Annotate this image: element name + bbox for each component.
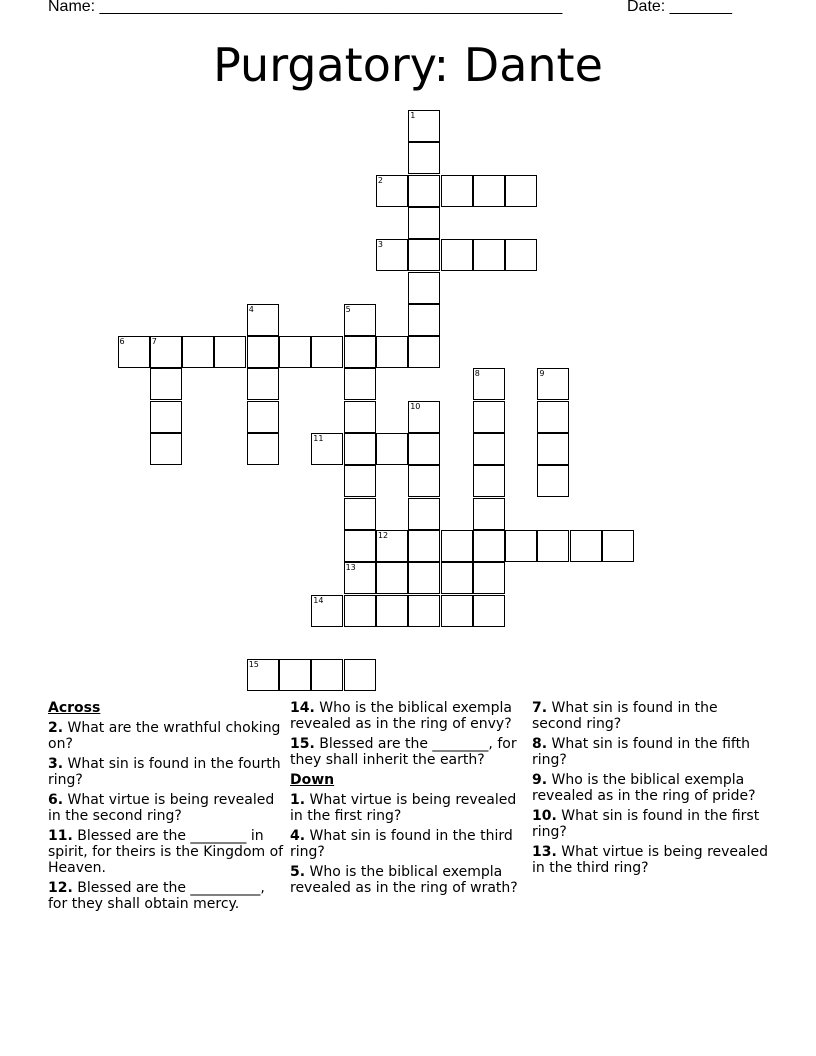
clue-text: Who is the biblical exempla revealed as in the ring of wrath? [290, 864, 518, 896]
clue-across-14 [290, 700, 530, 732]
cell-number: 9 [539, 369, 545, 379]
clue-number: 1. [290, 792, 306, 808]
across-heading: Across [48, 700, 101, 716]
cell-number: 13 [345, 563, 356, 573]
grid-cell[interactable] [408, 336, 440, 368]
grid-cell[interactable] [247, 336, 279, 368]
clue-text: What sin is found in the fifth ring? [532, 736, 750, 768]
down-heading: Down [290, 772, 335, 788]
cell-number: 14 [313, 595, 324, 605]
grid-cell[interactable] [344, 465, 376, 497]
clue-across-11 [48, 828, 288, 876]
grid-cell[interactable] [344, 304, 376, 336]
clue-text: Blessed are the ________ in spirit, for theirs is the Kingdom of Heaven. [48, 828, 284, 876]
cell-number: 2 [377, 175, 383, 185]
grid-cell[interactable] [247, 368, 279, 400]
grid-cell[interactable] [214, 336, 246, 368]
grid-cell[interactable] [408, 401, 440, 433]
grid-cell[interactable] [247, 401, 279, 433]
grid-cell[interactable] [537, 433, 569, 465]
page-title: Purgatory: Dante [213, 38, 603, 92]
grid-cell[interactable] [408, 595, 440, 627]
grid-cell[interactable] [441, 595, 473, 627]
grid-cell[interactable] [247, 659, 279, 691]
grid-cell[interactable] [376, 595, 408, 627]
grid-cell[interactable] [344, 659, 376, 691]
cell-number: 11 [313, 434, 324, 443]
clue-number: 9. [532, 772, 548, 788]
grid-cell[interactable] [408, 465, 440, 497]
clue-across-2 [48, 720, 288, 752]
clue-number: 2. [48, 720, 64, 736]
cell-number: 8 [474, 369, 480, 379]
clue-number: 4. [290, 828, 306, 844]
grid-cell[interactable] [408, 530, 440, 562]
grid-cell[interactable] [473, 401, 505, 433]
date-field[interactable]: Date: _______ [627, 0, 732, 15]
grid-cell[interactable] [279, 336, 311, 368]
clue-text: What sin is found in the second ring? [532, 700, 718, 732]
grid-cell[interactable] [570, 530, 602, 562]
clue-number: 7. [532, 700, 548, 716]
clues-column-2 [290, 700, 530, 900]
grid-cell[interactable] [441, 175, 473, 207]
grid-cell[interactable] [150, 336, 182, 368]
cell-number: 15 [248, 660, 259, 670]
grid-cell[interactable] [408, 498, 440, 530]
clue-number: 12. [48, 880, 73, 896]
clue-down-8 [532, 736, 772, 768]
grid-cell[interactable] [473, 498, 505, 530]
clue-text: What sin is found in the third ring? [290, 828, 513, 860]
grid-cell[interactable] [150, 401, 182, 433]
grid-cell[interactable] [441, 562, 473, 594]
grid-cell[interactable] [473, 433, 505, 465]
clue-text: What virtue is being revealed in the third ring? [532, 844, 769, 876]
clue-number: 11. [48, 828, 73, 844]
clue-down-9 [532, 772, 772, 804]
grid-cell[interactable] [505, 239, 537, 271]
grid-cell[interactable] [408, 433, 440, 465]
grid-cell[interactable] [473, 465, 505, 497]
clues-column-3 [532, 700, 772, 880]
grid-cell[interactable] [344, 368, 376, 400]
clue-number: 6. [48, 792, 64, 808]
grid-cell[interactable] [473, 595, 505, 627]
grid-cell[interactable] [311, 433, 343, 465]
grid-cell[interactable] [279, 659, 311, 691]
grid-cell[interactable] [344, 595, 376, 627]
cell-number: 5 [345, 304, 351, 314]
grid-cell[interactable] [408, 239, 440, 271]
grid-cell[interactable] [118, 336, 150, 368]
grid-cell[interactable] [537, 368, 569, 400]
grid-cell[interactable] [408, 175, 440, 207]
grid-cell[interactable] [473, 562, 505, 594]
grid-cell[interactable] [247, 433, 279, 465]
grid-cell[interactable] [408, 207, 440, 239]
grid-cell[interactable] [344, 433, 376, 465]
clue-number: 10. [532, 808, 557, 824]
grid-cell[interactable] [505, 175, 537, 207]
clue-across-12 [48, 880, 288, 912]
grid-cell[interactable] [344, 530, 376, 562]
grid-cell[interactable] [311, 659, 343, 691]
clue-down-10 [532, 808, 772, 840]
grid-cell[interactable] [376, 239, 408, 271]
grid-cell[interactable] [473, 239, 505, 271]
clue-text: Blessed are the __________, for they shall obtain mercy. [48, 880, 265, 912]
grid-cell[interactable] [537, 465, 569, 497]
clue-number: 5. [290, 864, 306, 880]
grid-cell[interactable] [473, 175, 505, 207]
clues-column-1 [48, 700, 288, 916]
grid-cell[interactable] [344, 498, 376, 530]
grid-cell[interactable] [473, 530, 505, 562]
clue-text: What virtue is being revealed in the first ring? [290, 792, 517, 824]
grid-cell[interactable] [311, 595, 343, 627]
grid-cell[interactable] [150, 433, 182, 465]
grid-cell[interactable] [537, 530, 569, 562]
clue-text: What virtue is being revealed in the second ring? [48, 792, 275, 824]
clue-number: 13. [532, 844, 557, 860]
clue-down-5 [290, 864, 530, 896]
grid-cell[interactable] [344, 401, 376, 433]
grid-cell[interactable] [408, 562, 440, 594]
clue-number: 3. [48, 756, 64, 772]
clue-down-7 [532, 700, 772, 732]
clue-text: What are the wrathful choking on? [48, 720, 281, 752]
clue-number: 15. [290, 736, 315, 752]
name-field[interactable]: Name: ____________________________________________________ [48, 0, 563, 15]
clue-text: Who is the biblical exempla revealed as in the ring of pride? [532, 772, 756, 804]
clue-across-6 [48, 792, 288, 824]
cell-number: 4 [248, 304, 254, 314]
cell-number: 3 [377, 240, 383, 250]
cell-number: 7 [151, 337, 157, 347]
grid-cell[interactable] [441, 530, 473, 562]
clue-number: 14. [290, 700, 315, 716]
clue-down-1 [290, 792, 530, 824]
grid-cell[interactable] [376, 530, 408, 562]
grid-cell[interactable] [408, 304, 440, 336]
grid-cell[interactable] [376, 336, 408, 368]
clue-across-3 [48, 756, 288, 788]
grid-cell[interactable] [344, 336, 376, 368]
grid-cell[interactable] [408, 110, 440, 142]
grid-cell[interactable] [376, 562, 408, 594]
cell-number: 1 [410, 111, 416, 120]
grid-cell[interactable] [473, 368, 505, 400]
clue-text: What sin is found in the fourth ring? [48, 756, 281, 788]
clue-down-4 [290, 828, 530, 860]
grid-cell[interactable] [537, 401, 569, 433]
clue-text: What sin is found in the first ring? [532, 808, 760, 840]
grid-cell[interactable] [602, 530, 634, 562]
grid-cell[interactable] [344, 562, 376, 594]
grid-cell[interactable] [247, 304, 279, 336]
cell-number: 12 [377, 530, 389, 540]
grid-cell[interactable] [408, 272, 440, 304]
clue-down-13 [532, 844, 772, 876]
clue-text: Who is the biblical exempla revealed as in the ring of envy? [290, 700, 512, 732]
clue-number: 8. [532, 736, 548, 752]
cell-number: 10 [410, 401, 421, 411]
grid-cell[interactable] [376, 175, 408, 207]
clue-across-15 [290, 736, 530, 768]
clue-text: Blessed are the ________, for they shall inherit the earth? [290, 736, 517, 768]
grid-cell[interactable] [408, 142, 440, 174]
grid-cell[interactable] [150, 368, 182, 400]
grid-cell[interactable] [505, 530, 537, 562]
grid-cell[interactable] [311, 336, 343, 368]
grid-cell[interactable] [441, 239, 473, 271]
grid-cell[interactable] [182, 336, 214, 368]
grid-cell[interactable] [376, 433, 408, 465]
cell-number: 6 [119, 337, 125, 347]
